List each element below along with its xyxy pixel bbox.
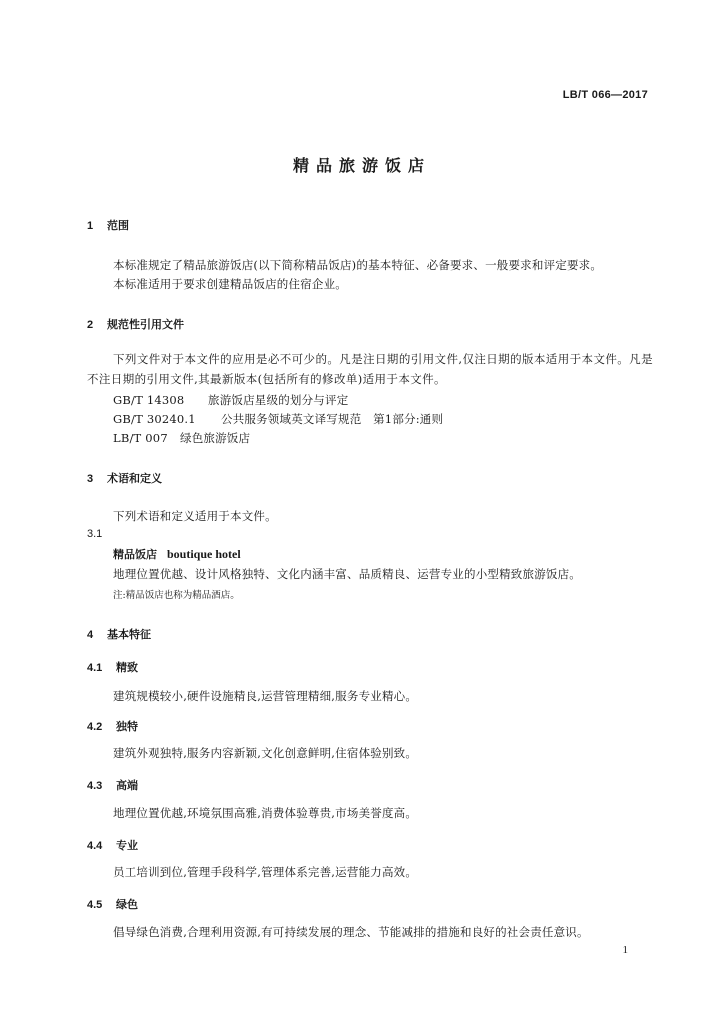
term-entry <box>113 546 241 562</box>
section-number: 1 <box>87 220 94 232</box>
reference-code: GB/T 30240.1 <box>113 412 196 426</box>
section-number: 2 <box>87 319 94 331</box>
reference-title: 绿色旅游饭店 <box>180 431 251 445</box>
section-title: 基本特征 <box>107 628 151 641</box>
page-number: 1 <box>622 944 628 956</box>
subsection-text: 地理位置优越,环境氛围高雅,消费体验尊贵,市场美誉度高。 <box>113 806 418 820</box>
section-2-heading <box>87 316 184 332</box>
subsection-heading <box>87 777 138 793</box>
reference-code: LB/T 007 <box>113 431 168 445</box>
reference-item <box>113 392 348 408</box>
section-number: 3 <box>87 473 94 485</box>
subsection-title: 绿色 <box>116 898 138 911</box>
subsection-title: 高端 <box>116 779 138 792</box>
term-definition: 地理位置优越、设计风格独特、文化内涵丰富、品质精良、运营专业的小型精致旅游饭店。 <box>113 567 581 581</box>
section-title: 范围 <box>107 219 129 232</box>
references-intro: 下列文件对于本文件的应用是必不可少的。凡是注日期的引用文件,仅注日期的版本适用于本文件。凡是不注日期的引用文件,其最新版本(包括所有的修改单)适用于本文件。 <box>87 352 653 386</box>
reference-item <box>113 430 250 446</box>
term-number: 3.1 <box>87 528 103 540</box>
standard-number: LB/T 066—2017 <box>562 89 648 101</box>
document-title: 精品旅游饭店 <box>292 156 431 175</box>
subsection-number: 4.4 <box>87 840 103 852</box>
subsection-number: 4.1 <box>87 662 103 674</box>
section-4-heading <box>87 626 151 642</box>
subsection-heading <box>87 659 138 675</box>
subsection-heading <box>87 718 138 734</box>
subsection-text: 倡导绿色消费,合理利用资源,有可持续发展的理念、节能减排的措施和良好的社会责任意识。 <box>113 925 589 939</box>
section-number: 4 <box>87 629 94 641</box>
reference-item <box>113 411 443 427</box>
scope-paragraph-1: 本标准规定了精品旅游饭店(以下简称精品饭店)的基本特征、必备要求、一般要求和评定要求。 <box>113 258 603 272</box>
reference-title: 旅游饭店星级的划分与评定 <box>208 393 349 407</box>
term-english: boutique hotel <box>167 547 241 561</box>
reference-code: GB/T 14308 <box>113 393 185 407</box>
term-chinese: 精品饭店 <box>113 548 157 561</box>
subsection-heading <box>87 837 138 853</box>
scope-paragraph-2: 本标准适用于要求创建精品饭店的住宿企业。 <box>113 277 347 291</box>
subsection-text: 建筑外观独特,服务内容新颖,文化创意鲜明,住宿体验别致。 <box>113 746 418 760</box>
subsection-heading <box>87 896 138 912</box>
section-3-heading <box>87 470 162 486</box>
subsection-title: 独特 <box>116 720 138 733</box>
section-1-heading <box>87 217 129 233</box>
subsection-title: 精致 <box>116 661 138 674</box>
section-title: 规范性引用文件 <box>107 318 184 331</box>
reference-title: 公共服务领域英文译写规范 第1部分:通则 <box>221 412 444 426</box>
subsection-text: 员工培训到位,管理手段科学,管理体系完善,运营能力高效。 <box>113 865 418 879</box>
subsection-number: 4.3 <box>87 780 103 792</box>
subsection-text: 建筑规模较小,硬件设施精良,运营管理精细,服务专业精心。 <box>113 689 418 703</box>
section-title: 术语和定义 <box>107 472 162 485</box>
term-note: 注:精品饭店也称为精品酒店。 <box>113 590 240 601</box>
terms-intro: 下列术语和定义适用于本文件。 <box>113 509 277 523</box>
subsection-title: 专业 <box>116 839 138 852</box>
subsection-number: 4.2 <box>87 721 103 733</box>
subsection-number: 4.5 <box>87 899 103 911</box>
